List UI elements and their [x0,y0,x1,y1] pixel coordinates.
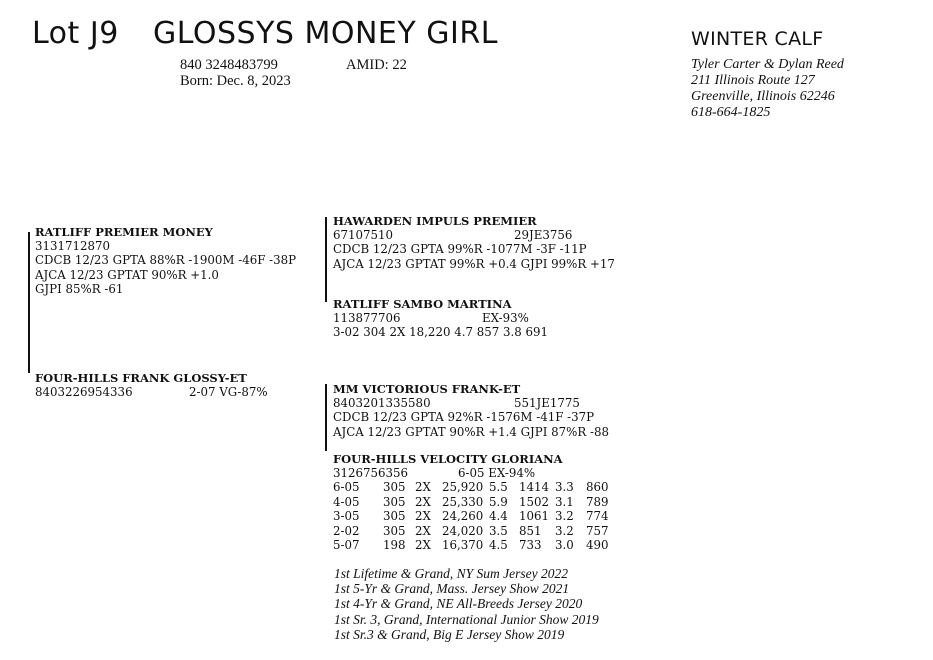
production-record-row [333,509,616,523]
production-record-cell: 2X [415,523,431,538]
production-record-cell: 198 [383,538,406,553]
production-record-cell: 2X [415,538,431,553]
dam-sire-name: MM VICTORIOUS FRANK-ET [333,382,521,396]
production-record-cell: 24,260 [442,509,484,524]
sire-ajca: AJCA 12/23 GPTAT 90%R +1.0 [35,267,219,282]
honor-item: 1st Lifetime & Grand, NY Sum Jersey 2022 [334,566,568,581]
production-record-cell: 5.5 [489,480,508,495]
production-record-cell: 305 [383,523,406,538]
sire-sire-code: 29JE3756 [514,228,573,242]
production-record-cell: 24,020 [442,523,484,538]
production-record-cell: 3-05 [333,509,360,524]
amid: AMID: 22 [346,57,407,73]
production-record-cell: 305 [383,494,406,509]
production-record-cell: 3.3 [555,480,574,495]
consignor-names: Tyler Carter & Dylan Reed [691,57,844,72]
sire-sire-reg-row [333,228,615,242]
sire-gjpi: GJPI 85%R -61 [35,282,124,297]
production-record-cell: 2-02 [333,523,360,538]
dam-classification: 2-07 VG-87% [189,385,268,399]
dam-sire-reg: 8403201335580 [333,396,431,410]
honor-item: 1st 4-Yr & Grand, NE All-Breeds Jersey 2020 [334,596,583,612]
registration-number: 840 3248483799 [180,57,278,73]
production-record-cell: 789 [586,494,609,509]
production-record-cell: 25,920 [442,480,484,495]
production-record-cell: 774 [586,509,609,524]
production-record-cell: 1502 [519,494,550,509]
production-record-cell: 3.1 [555,494,574,509]
sire-sire-reg: 67107510 [333,228,394,242]
dam-sire-cdcb: CDCB 12/23 GPTA 92%R -1576M -41F -37P [333,410,595,425]
production-record-cell: 3.5 [489,523,508,538]
production-record-cell: 757 [586,523,609,538]
production-record-cell: 490 [586,538,609,553]
production-record-cell: 2X [415,494,431,509]
sire-dam-name: RATLIFF SAMBO MARTINA [333,297,512,311]
dam-sire-ajca: AJCA 12/23 GPTAT 90%R +1.4 GJPI 87%R -88 [333,424,609,439]
production-record-cell: 3.2 [555,509,574,524]
production-record-cell: 305 [383,480,406,495]
production-record-cell: 1414 [519,480,550,495]
production-record-cell: 860 [586,480,609,495]
production-record-cell: 5.9 [489,494,508,509]
consignor-city: Greenville, Illinois 62246 [691,89,835,104]
sire-sire-cdcb: CDCB 12/23 GPTA 99%R -1077M -3F -11P [333,242,587,257]
dam-dam-classification: 6-05 EX-94% [458,466,536,480]
production-record-cell: 25,330 [442,494,484,509]
dam-dam-name: FOUR-HILLS VELOCITY GLORIANA [333,452,563,466]
sire-dam-reg-row [333,311,548,325]
sire-sire-block [333,214,615,271]
production-record-cell: 305 [383,509,406,524]
production-records-body [333,480,616,552]
production-record-cell: 3.2 [555,523,574,538]
production-record-cell: 5-07 [333,538,360,553]
sire-cdcb: CDCB 12/23 GPTA 88%R -1900M -46F -38P [35,253,297,268]
production-record-cell: 851 [519,523,542,538]
production-record-cell: 16,370 [442,538,484,553]
dam-sire-block [333,382,609,439]
production-record-cell: 4-05 [333,494,360,509]
dam-sire-code: 551JE1775 [514,396,580,410]
lot-number: Lot J9 [32,16,119,51]
consignor-phone: 618-664-1825 [691,105,771,120]
sire-dam-block [333,297,548,340]
animal-name: GLOSSYS MONEY GIRL [153,16,498,51]
dam-block [35,371,268,399]
production-record-cell: 3.0 [555,538,574,553]
consignor-block [691,57,844,121]
production-record-cell: 2X [415,480,431,495]
production-record-row [333,480,616,494]
sire-sire-bracket-line [325,217,327,302]
dam-sire-bracket-line [325,384,327,451]
sire-block [35,225,296,297]
dam-dam-block [333,452,616,552]
sire-reg: 3131712870 [35,239,111,253]
production-record-cell: 733 [519,538,542,553]
production-record-cell: 4.5 [489,538,508,553]
production-record-cell: 6-05 [333,480,360,495]
class-label: WINTER CALF [691,28,824,50]
production-record-row [333,524,616,538]
production-record-cell: 2X [415,509,431,524]
sire-bracket-line [28,232,30,373]
dam-dam-reg: 3126756356 [333,466,409,480]
consignor-street: 211 Illinois Route 127 [691,73,815,88]
production-records-table [333,480,616,552]
dam-reg-row [35,385,268,399]
dam-sire-reg-row [333,396,609,410]
production-record-cell: 4.4 [489,509,508,524]
dam-reg: 8403226954336 [35,385,133,399]
production-record-cell: 1061 [519,509,550,524]
production-record-row [333,538,616,552]
honor-item: 1st 5-Yr & Grand, Mass. Jersey Show 2021 [334,581,570,597]
sire-dam-classification: EX-93% [482,311,529,325]
birth-date: Born: Dec. 8, 2023 [180,73,291,89]
honors-list [334,566,599,642]
sire-name: RATLIFF PREMIER MONEY [35,225,213,239]
honor-item: 1st Sr.3 & Grand, Big E Jersey Show 2019 [334,626,565,642]
sire-dam-reg: 113877706 [333,311,401,325]
sire-sire-ajca: AJCA 12/23 GPTAT 99%R +0.4 GJPI 99%R +17 [333,256,615,271]
dam-name: FOUR-HILLS FRANK GLOSSY-ET [35,371,247,385]
production-record-row [333,495,616,509]
dam-dam-reg-row [333,466,616,480]
honor-item: 1st Sr. 3, Grand, International Junior Show 2019 [334,611,599,627]
sire-dam-record: 3-02 304 2X 18,220 4.7 857 3.8 691 [333,325,549,340]
sire-sire-name: HAWARDEN IMPULS PREMIER [333,214,537,228]
